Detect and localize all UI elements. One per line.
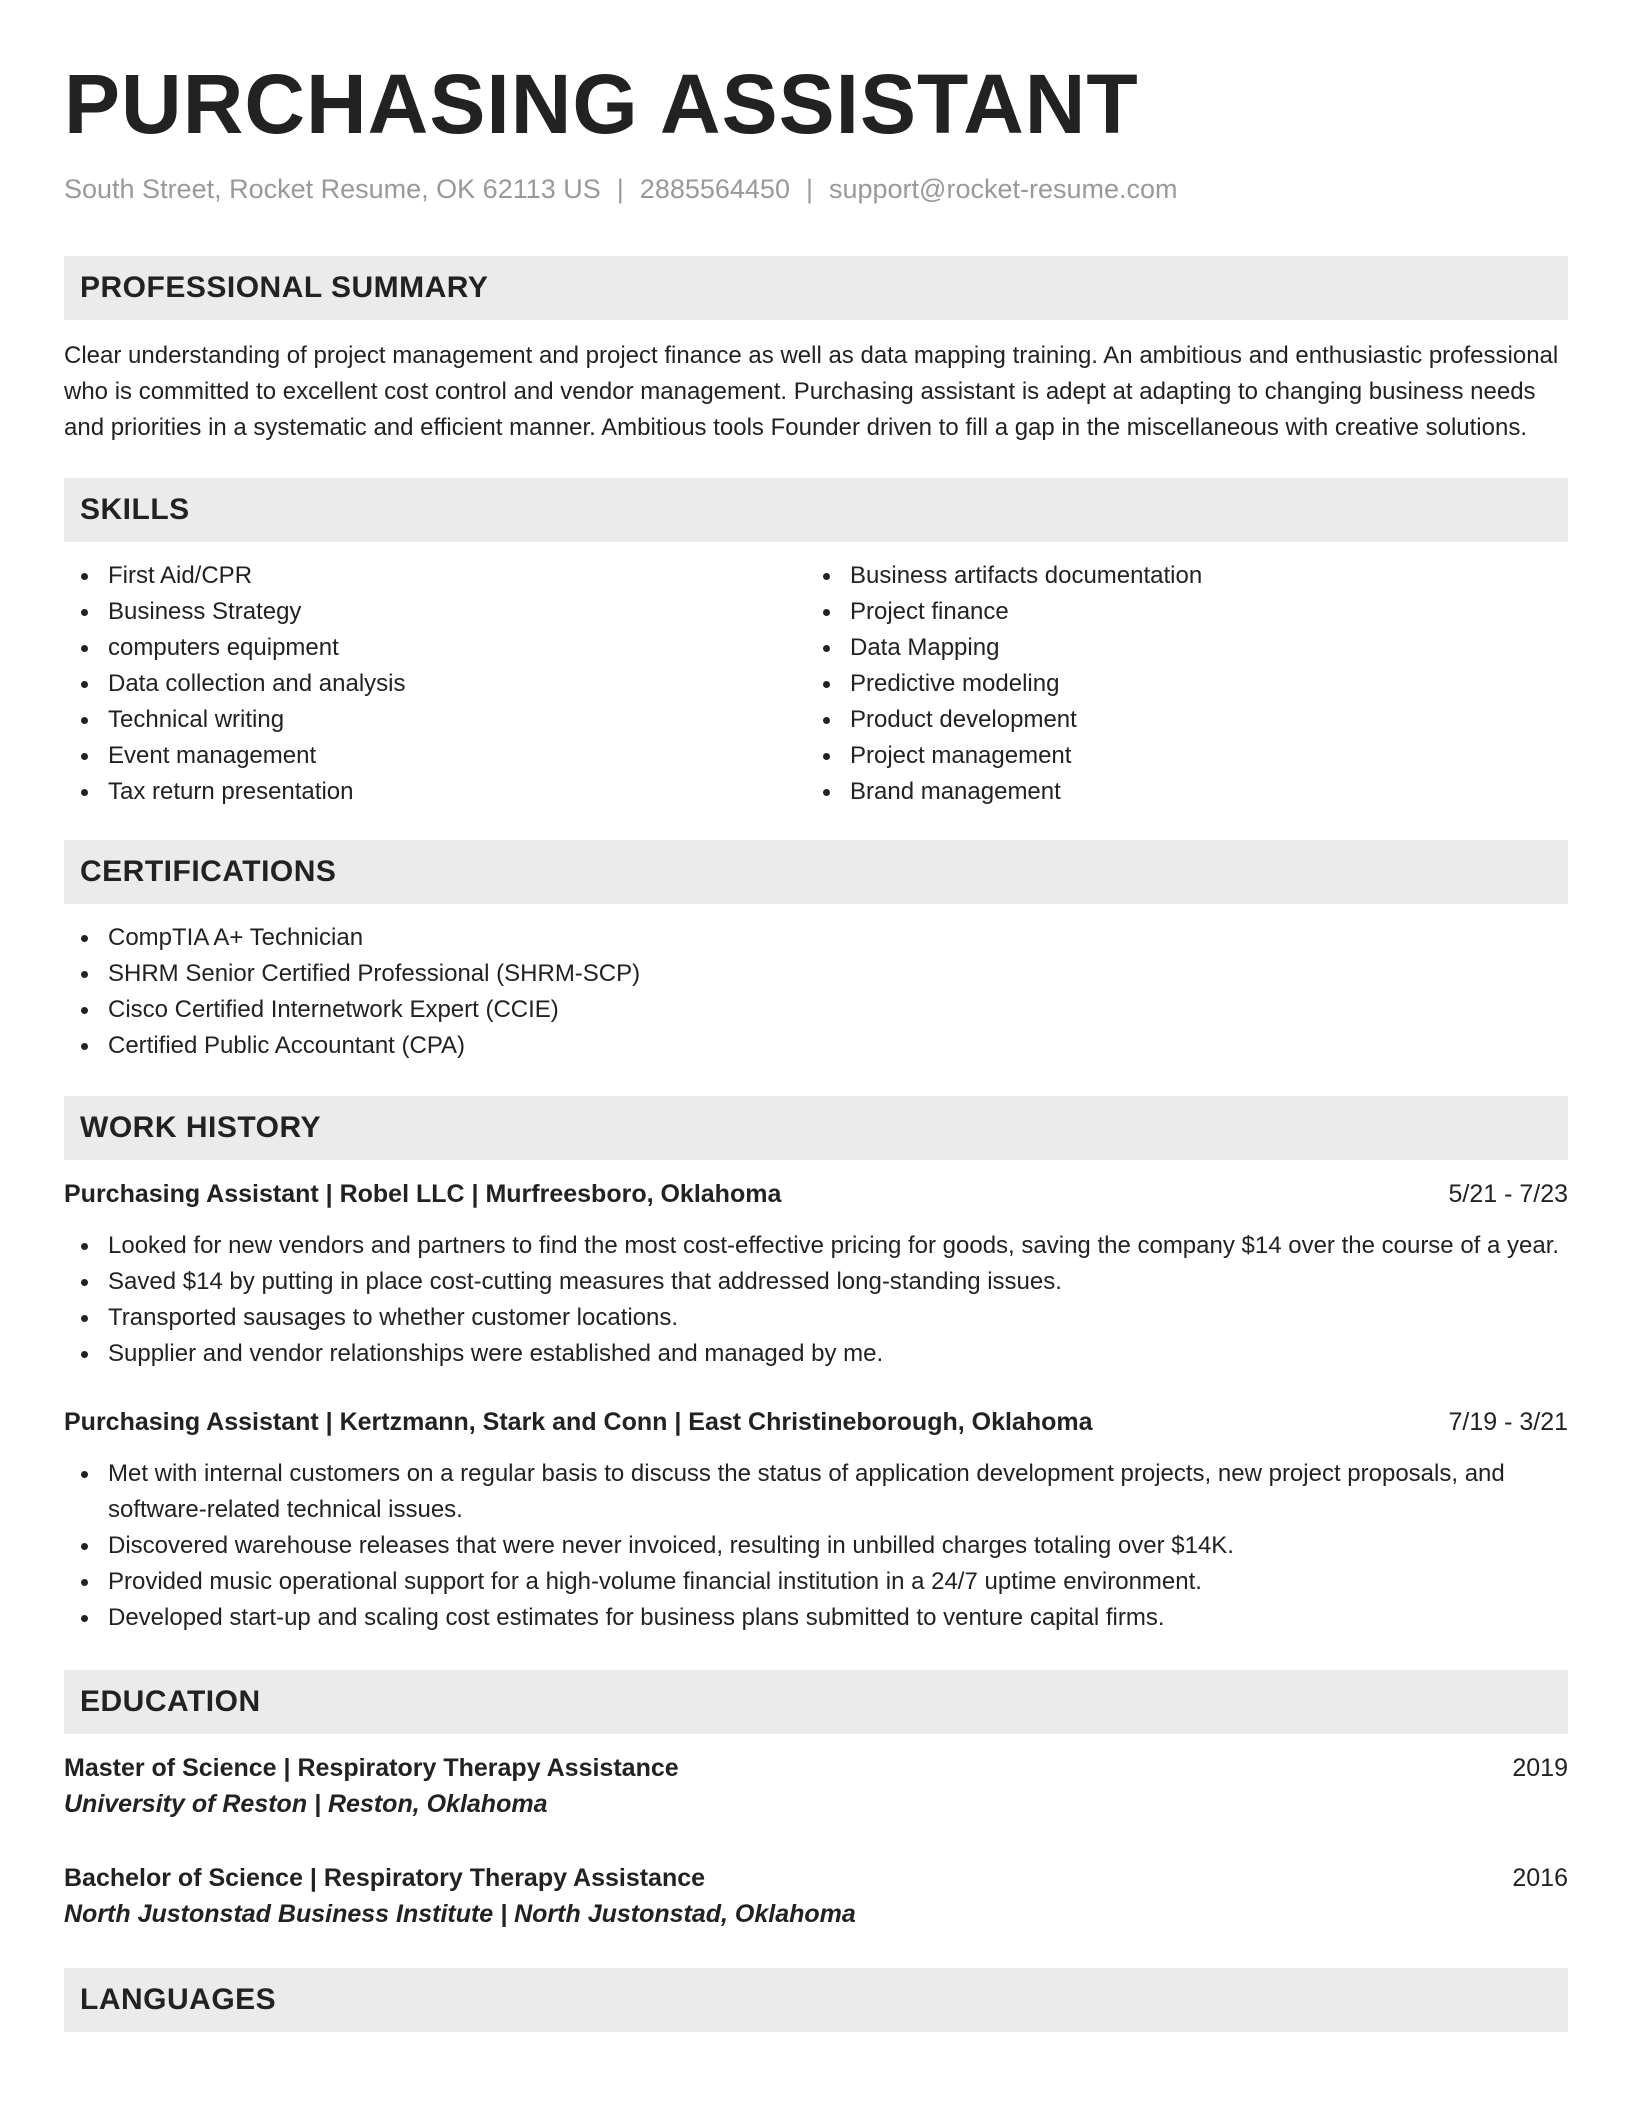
- skill-item: Technical writing: [64, 702, 806, 738]
- job-bullet: Supplier and vendor relationships were established and managed by me.: [64, 1336, 1568, 1372]
- job-header: [64, 1176, 1568, 1212]
- skill-item: Project management: [806, 738, 1548, 774]
- section-header-education: EDUCATION: [64, 1670, 1568, 1734]
- skill-item: Project finance: [806, 594, 1548, 630]
- section-header-languages: LANGUAGES: [64, 1968, 1568, 2032]
- certifications-list: [64, 920, 1568, 1064]
- skill-item: Data Mapping: [806, 630, 1548, 666]
- education-degree: Bachelor of Science | Respiratory Therapy Assistance: [64, 1864, 706, 1892]
- certification-item: Cisco Certified Internetwork Expert (CCIE): [64, 992, 1568, 1028]
- skill-item: computers equipment: [64, 630, 806, 666]
- job-header: [64, 1404, 1568, 1440]
- job-bullet: Met with internal customers on a regular basis to discuss the status of application development projects, new project proposals, and software-related technical issues.: [64, 1456, 1568, 1528]
- job-dates: 5/21 - 7/23: [1448, 1180, 1568, 1208]
- job-bullet: Provided music operational support for a high-volume financial institution in a 24/7 uptime environment.: [64, 1564, 1568, 1600]
- section-header-certifications: CERTIFICATIONS: [64, 840, 1568, 904]
- skill-item: Event management: [64, 738, 806, 774]
- contact-line: [64, 172, 1568, 206]
- section-header-work-history: WORK HISTORY: [64, 1096, 1568, 1160]
- job-bullets: [64, 1456, 1568, 1636]
- education-school: North Justonstad Business Institute | North Justonstad, Oklahoma: [64, 1900, 856, 1928]
- section-header-summary: PROFESSIONAL SUMMARY: [64, 256, 1568, 320]
- job-dates: 7/19 - 3/21: [1448, 1408, 1568, 1436]
- education-header: [64, 1860, 1568, 1896]
- skill-item: First Aid/CPR: [64, 558, 806, 594]
- section-header-skills: SKILLS: [64, 478, 1568, 542]
- skill-item: Business artifacts documentation: [806, 558, 1548, 594]
- summary-text: Clear understanding of project management and project finance as well as data mapping training. An ambitious and enthusiastic professional who is committed to excellent cost control and vendor management. Purchasing assistant is adept at adapting to changing business needs and priorities in a systematic and efficient manner. Ambitious tools Founder driven to fill a gap in the miscellaneous with creative solutions.: [64, 342, 1559, 441]
- skill-item: Predictive modeling: [806, 666, 1548, 702]
- skills-list-left: [64, 558, 806, 810]
- certification-item: SHRM Senior Certified Professional (SHRM-SCP): [64, 956, 1568, 992]
- job-bullet: Looked for new vendors and partners to find the most cost-effective pricing for goods, saving the company $14 over the course of a year.: [64, 1228, 1568, 1264]
- candidate-name: PURCHASING ASSISTANT: [64, 57, 1139, 151]
- skill-item: Product development: [806, 702, 1548, 738]
- skill-item: Tax return presentation: [64, 774, 806, 810]
- skills-list-right: [806, 558, 1548, 810]
- skill-item: Brand management: [806, 774, 1548, 810]
- job-bullets: [64, 1228, 1568, 1372]
- education-year: 2019: [1512, 1754, 1568, 1782]
- skills-grid: [64, 558, 1568, 810]
- skill-item: Business Strategy: [64, 594, 806, 630]
- skill-item: Data collection and analysis: [64, 666, 806, 702]
- job-entry: [64, 1176, 1568, 1372]
- contact-separator: |: [805, 174, 813, 204]
- contact-separator: |: [616, 174, 624, 204]
- certification-item: Certified Public Accountant (CPA): [64, 1028, 1568, 1064]
- certification-item: CompTIA A+ Technician: [64, 920, 1568, 956]
- job-title: Purchasing Assistant | Robel LLC | Murfreesboro, Oklahoma: [64, 1180, 782, 1208]
- education-header: [64, 1750, 1568, 1786]
- contact-address: South Street, Rocket Resume, OK 62113 US: [64, 174, 601, 204]
- job-bullet: Transported sausages to whether customer locations.: [64, 1300, 1568, 1336]
- education-entry: [64, 1860, 1568, 1932]
- contact-phone: 2885564450: [639, 174, 790, 204]
- job-entry: [64, 1404, 1568, 1636]
- education-school: University of Reston | Reston, Oklahoma: [64, 1790, 548, 1818]
- education-year: 2016: [1512, 1864, 1568, 1892]
- job-bullet: Saved $14 by putting in place cost-cutting measures that addressed long-standing issues.: [64, 1264, 1568, 1300]
- education-entry: [64, 1750, 1568, 1822]
- education-degree: Master of Science | Respiratory Therapy Assistance: [64, 1754, 679, 1782]
- job-bullet: Discovered warehouse releases that were never invoiced, resulting in unbilled charges totaling over $14K.: [64, 1528, 1568, 1564]
- job-title: Purchasing Assistant | Kertzmann, Stark and Conn | East Christineborough, Oklahoma: [64, 1408, 1093, 1436]
- contact-email: support@rocket-resume.com: [828, 174, 1178, 204]
- job-bullet: Developed start-up and scaling cost estimates for business plans submitted to venture capital firms.: [64, 1600, 1568, 1636]
